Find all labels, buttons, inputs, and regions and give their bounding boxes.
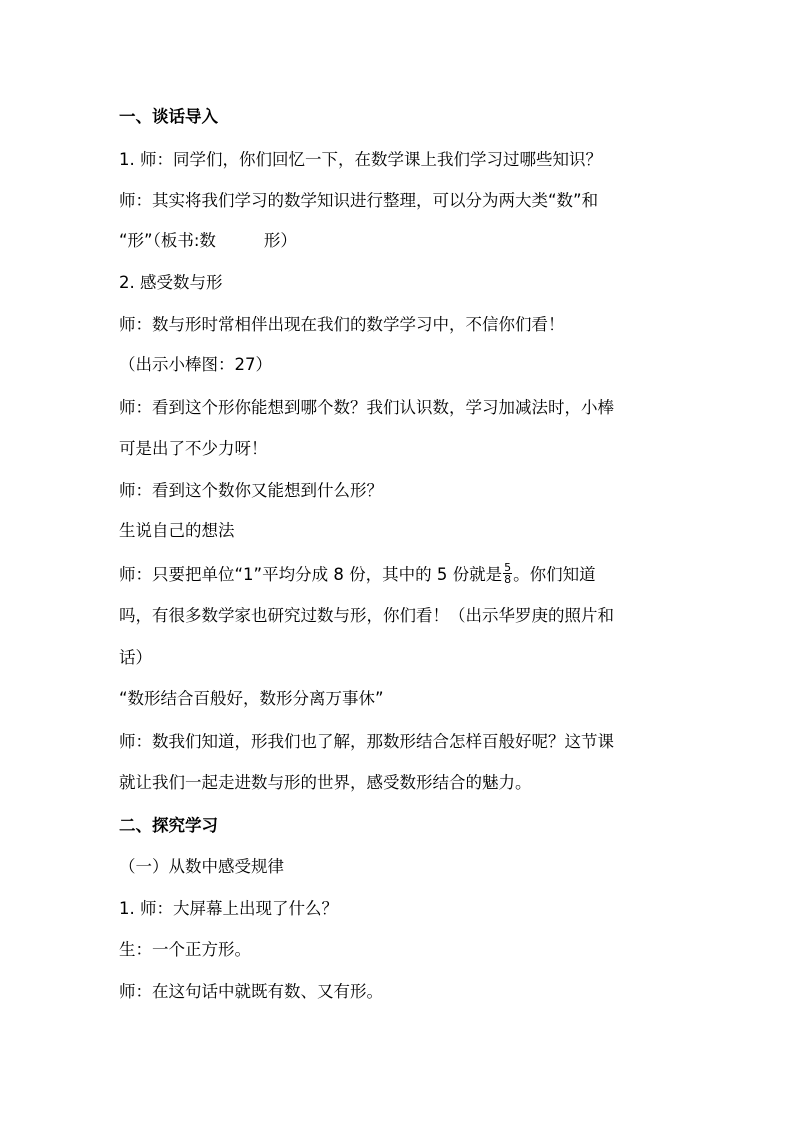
paragraph-line: 1. 师：同学们，你们回忆一下，在数学课上我们学习过哪些知识？: [119, 150, 602, 169]
paragraph-line: 吗，有很多数学家也研究过数与形，你们看！（出示华罗庚的照片和: [119, 606, 614, 625]
section-heading-intro: 一、谈话导入: [119, 107, 218, 126]
text-fragment: 。你们知道: [513, 565, 596, 584]
fraction-denominator: 8: [504, 573, 512, 586]
paragraph-line: 2. 感受数与形: [119, 273, 223, 292]
fraction-numerator: 5: [504, 561, 512, 574]
text-fragment: 师：只要把单位“1”平均分成 8 份，其中的 5 份就是: [119, 565, 503, 584]
paragraph-line: 生：一个正方形。: [119, 940, 251, 959]
paragraph-line: 师：看到这个数你又能想到什么形？: [119, 481, 383, 500]
paragraph-line: [119, 561, 679, 587]
paragraph-line: 师：数我们知道，形我们也了解，那数形结合怎样百般好呢？这节课: [119, 732, 614, 751]
text-fragment: “形”（板书:数: [119, 231, 216, 250]
paragraph-line: （出示小棒图：27）: [119, 355, 272, 374]
paragraph-line: 1. 师：大屏幕上出现了什么？: [119, 899, 338, 918]
paragraph-line: 就让我们一起走进数与形的世界，感受数形结合的魅力。: [119, 773, 532, 792]
text-fragment: 形）: [263, 231, 297, 250]
section-heading-explore: 二、探究学习: [119, 816, 218, 835]
paragraph-line: 师：数与形时常相伴出现在我们的数学学习中，不信你们看！: [119, 315, 565, 334]
quote-line: “数形结合百般好，数形分离万事休”: [119, 689, 384, 708]
paragraph-line: 师：其实将我们学习的数学知识进行整理，可以分为两大类“数”和: [119, 191, 599, 210]
paragraph-line: 可是出了不少力呀！: [119, 439, 268, 458]
paragraph-line: [119, 230, 679, 252]
subsection-heading: （一）从数中感受规律: [119, 857, 284, 876]
paragraph-line: 师：看到这个形你能想到哪个数？我们认识数，学习加减法时，小棒: [119, 398, 614, 417]
fraction: [503, 562, 512, 585]
paragraph-line: 师：在这句话中就既有数、又有形。: [119, 982, 383, 1001]
paragraph-line: 生说自己的想法: [119, 521, 235, 540]
paragraph-line: 话）: [119, 648, 152, 667]
